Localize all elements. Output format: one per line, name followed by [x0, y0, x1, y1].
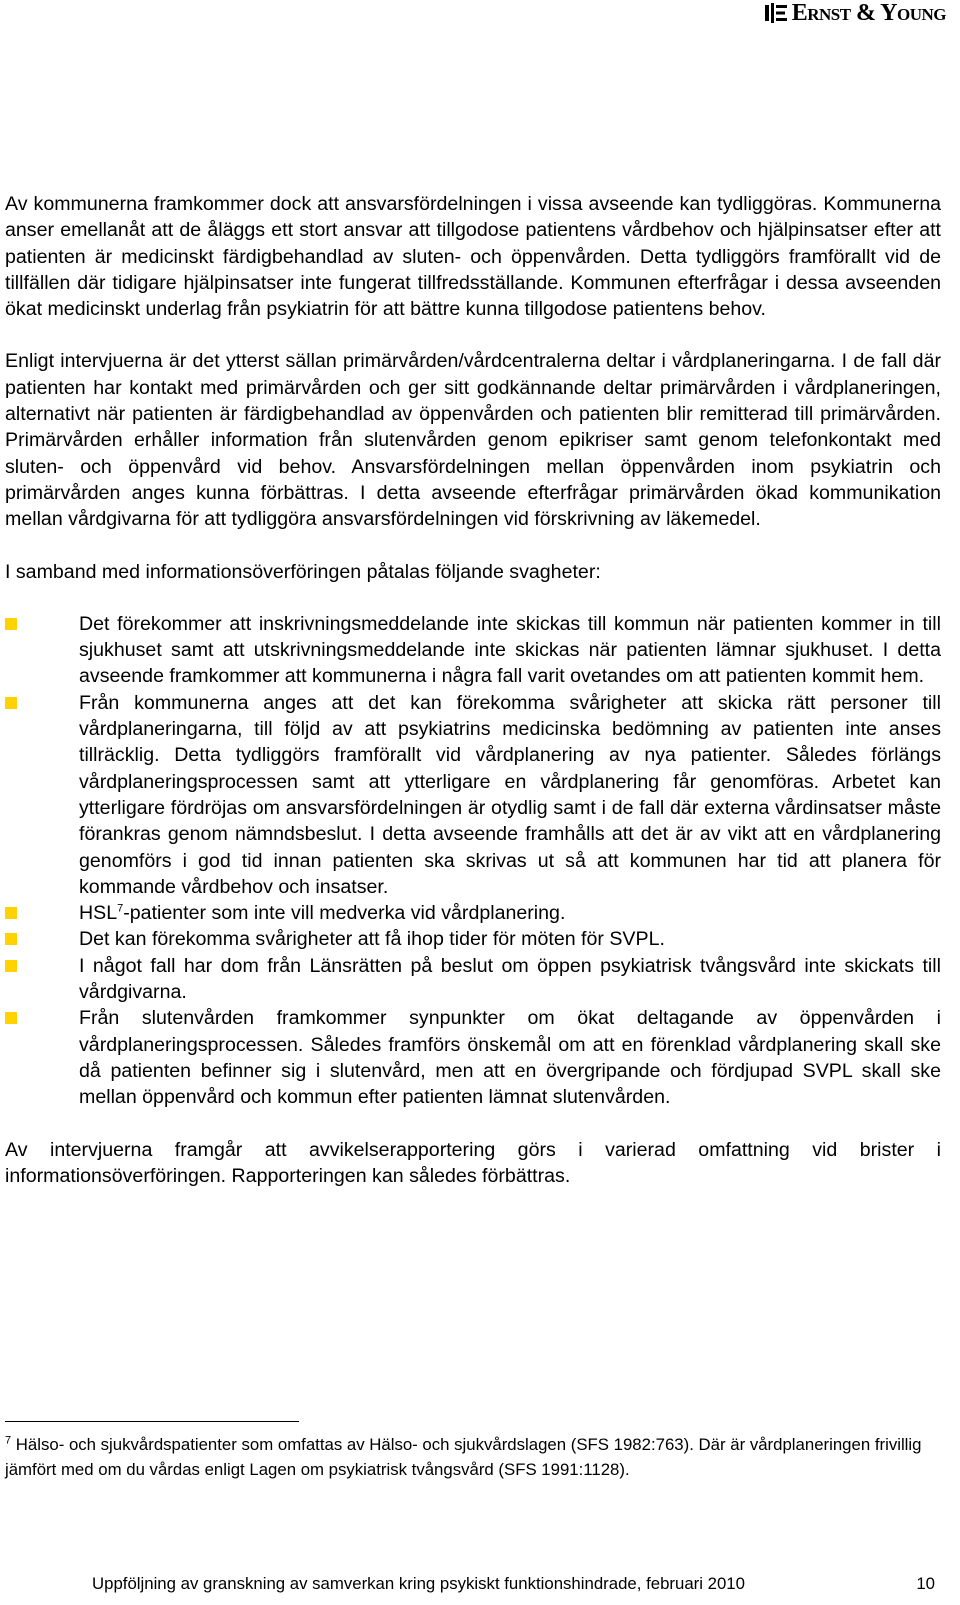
list-item	[5, 611, 941, 690]
page-footer	[92, 1573, 935, 1595]
paragraph-4: Av intervjuerna framgår att avvikelserapportering görs i varierad omfattning vid brister i informationsöverföringen. Rapporteringen kan således förbättras.	[5, 1138, 941, 1187]
paragraph-2: Enligt intervjuerna är det ytterst sällan primärvården/vårdcentralerna deltar i vårdplaneringarna. I de fall där patienten har kontakt med primärvården och ger sitt godkännande deltar primärvården i vårdplaneringen, alternativt när patienten är färdigbehandlad av öppenvården och patienten blir remitterad till primärvården. Primärvården erhåller information från slutenvården genom epikriser samt genom telefonkontakt med sluten- och öppenvård vid behov. Ansvarsfördelningen mellan öppenvården inom psykiatrin och primärvården anges kunna förbättras. I detta avseende efterfrågar primärvården ökad kommunikation mellan vårdgivarna för att tydliggöra ansvarsfördelningen vid förskrivning av läkemedel.	[5, 350, 941, 531]
square-bullet-icon	[5, 933, 17, 945]
square-bullet-icon	[5, 907, 17, 919]
list-item	[5, 690, 941, 900]
list-item	[5, 900, 941, 926]
square-bullet-icon	[5, 1012, 17, 1024]
footer-title: Uppföljning av granskning av samverkan kring psykiskt funktionshindrade, februari 2010	[92, 1574, 745, 1593]
document-body	[5, 191, 941, 1189]
ernst-young-logo	[765, 0, 946, 26]
square-bullet-icon	[5, 618, 17, 630]
list-item-text-hsl: HSL	[79, 902, 118, 925]
footnote-text: Hälso- och sjukvårdspatienter som omfattas av Hälso- och sjukvårdslagen (SFS 1982:763). Där är vårdplaneringen frivillig jämfört med om du vårdas enligt Lagen om psykiatrisk tvångsvård (SFS 1991:1128).	[5, 1435, 922, 1479]
square-bullet-icon	[5, 960, 17, 972]
weakness-list	[5, 611, 941, 1111]
footnote	[5, 1433, 935, 1482]
page-number: 10	[916, 1574, 935, 1593]
square-bullet-icon	[5, 697, 17, 709]
list-item-text-hsl-rest: -patienter som inte vill medverka vid vårdplanering.	[123, 902, 566, 925]
ey-beam-logo-icon	[765, 3, 787, 23]
list-item-text: Från slutenvården framkommer synpunkter om ökat deltagande av öppenvården i vårdplaneringsprocessen. Således framförs önskemål om att en förenklad vårdplanering skall ske då patienten befinner sig i slutenvård, men att en övergripande och fördjupad SVPL skall ske mellan öppenvård och kommun efter patienten lämnat slutenvården.	[79, 1007, 941, 1109]
list-item-text: Från kommunerna anges att det kan förekomma svårigheter att skicka rätt personer till vårdplaneringarna, till följd av att psykiatrins medicinska bedömning av patienten inte anses tillräcklig. Detta tydliggörs framförallt vid vårdplanering av nya patienter. Således förlängs vårdplaneringsprocessen samt att ytterligare en vårdplanering får genomföras. Arbetet kan ytterligare fördröjas om ansvarsfördelningen är otydlig samt i de fall där externa vårdinsatser måste förankras genom nämndsbeslut. I detta avseende framhålls att det är av vikt att en vårdplanering genomförs i god tid innan patienten ska skrivas ut så att kommunen har tid att planera för kommande vårdbehov och insatser.	[79, 691, 941, 898]
list-item	[5, 1005, 941, 1110]
footnote-divider	[5, 1421, 299, 1422]
logo-text: Ernst & Young	[791, 0, 946, 26]
footnote-reference: 7	[117, 902, 124, 915]
paragraph-3: I samband med informationsöverföringen påtalas följande svagheter:	[5, 560, 601, 583]
paragraph-1: Av kommunerna framkommer dock att ansvarsfördelningen i vissa avseende kan tydliggöras. Kommunerna anser emellanåt att de åläggs ett stort ansvar att tillgodose patientens vårdbehov och hjälpinsatser efter att patienten är medicinskt färdigbehandlad av sluten- och öppenvården. Detta tydliggörs framförallt vid de tillfällen där tidigare hjälpinsatser inte fungerat tillfredsställande. Kommunen efterfrågar i dessa avseenden ökat medicinskt underlag från psykiatrin för att bättre kunna tillgodose patientens behov.	[5, 193, 941, 321]
list-item-text: I något fall har dom från Länsrätten på beslut om öppen psykiatrisk tvångsvård inte skickats till vårdgivarna.	[79, 954, 941, 1004]
list-item	[5, 953, 941, 1006]
list-item-text: Det förekommer att inskrivningsmeddelande inte skickas till kommun när patienten kommer in till sjukhuset samt att utskrivningsmeddelande inte skickas när patienten lämnar sjukhuset. I detta avseende framkommer att kommunerna i några fall varit ovetandes om att patienten kommit hem.	[79, 612, 941, 688]
list-item-text: Det kan förekomma svårigheter att få ihop tider för möten för SVPL.	[79, 928, 665, 951]
footnote-marker: 7	[5, 1434, 12, 1447]
list-item	[5, 926, 941, 952]
